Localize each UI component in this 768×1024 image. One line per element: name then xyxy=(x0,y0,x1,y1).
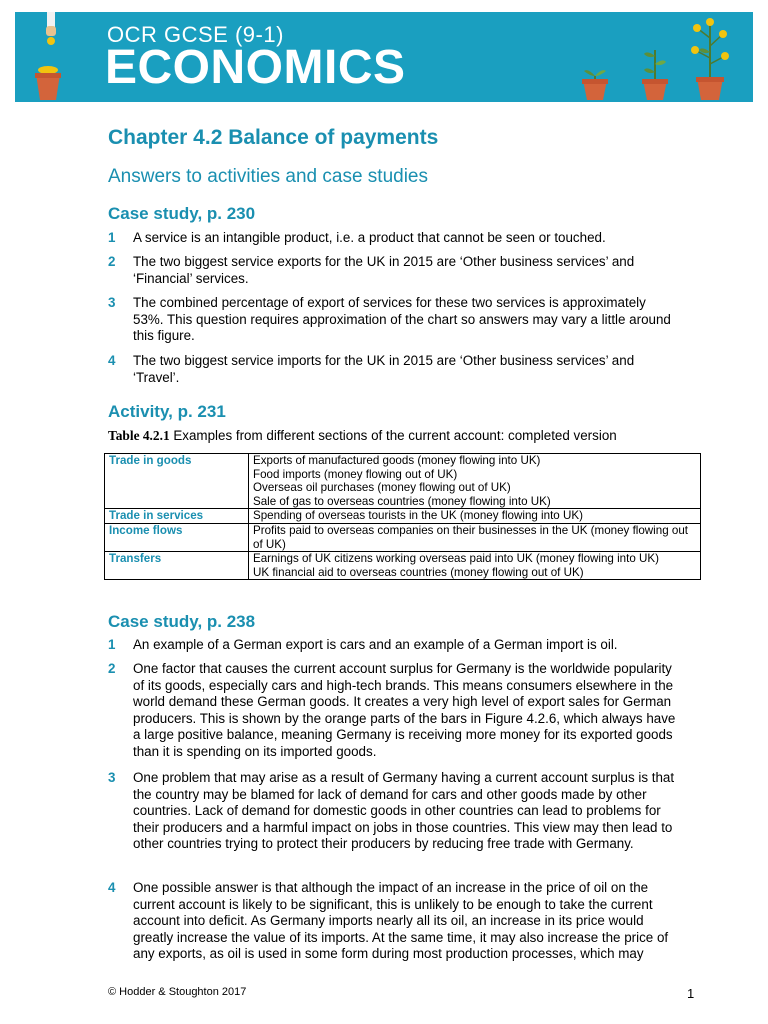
item-number: 4 xyxy=(108,880,116,895)
copyright-footer: © Hodder & Stoughton 2017 xyxy=(108,986,247,998)
row-key: Income flows xyxy=(105,523,249,551)
row-value: Overseas oil purchases (money flowing out of UK) xyxy=(253,481,511,495)
row-value: Profits paid to overseas companies on their businesses in the UK (money flowing out of UK) xyxy=(253,523,688,551)
item-text: One factor that causes the current account surplus for Germany is the worldwide popularity of its goods, especially cars and high-tech brands. This means consumers elsewhere in the world demand these German goods. It creates a very high level of export sales for German producers. This is shown by the orange parts of the bars in Figure 4.2.6, which always have a large positive balance, meaning Germany is receiving more money for its exported goods than it is spending on its imported goods. xyxy=(133,661,676,759)
table-label: Table 4.2.1 xyxy=(108,428,170,443)
seedling-pot-icon xyxy=(580,62,610,100)
page-subtitle: Answers to activities and case studies xyxy=(108,166,428,187)
table-caption-text: Examples from different sections of the current account: completed version xyxy=(169,428,617,443)
plant-pot-icon xyxy=(33,64,63,100)
row-values xyxy=(249,523,701,551)
table-row xyxy=(105,454,701,509)
row-values xyxy=(249,509,701,524)
item-text: A service is an intangible product, i.e. a product that cannot be seen or touched. xyxy=(133,230,606,245)
header-banner xyxy=(15,12,753,102)
chapter-title: Chapter 4.2 Balance of payments xyxy=(108,126,439,149)
item-text: The combined percentage of export of services for these two services is approximately 53%. This question requires approximation of the chart so answers may vary a little around this figure. xyxy=(133,295,671,344)
current-account-table xyxy=(104,453,701,580)
item-text: The two biggest service imports for the UK in 2015 are ‘Other business services’ and ‘Travel’. xyxy=(133,353,635,385)
table-caption xyxy=(108,428,617,444)
table-row xyxy=(105,509,701,524)
row-value: Spending of overseas tourists in the UK (money flowing into UK) xyxy=(253,509,583,523)
item-text: The two biggest service exports for the UK in 2015 are ‘Other business services’ and ‘Financial’ services. xyxy=(133,254,635,286)
row-values xyxy=(249,454,701,509)
page-number: 1 xyxy=(687,986,695,1001)
item-text: One possible answer is that although the impact of an increase in the price of oil on the current account is likely to be significant, this is unlikely to be enough to take the current account into deficit. As Germany imports nearly all its oil, an increase in its price would greatly increase the value of its imports. At the same time, it may also increase the price of any exports, as oil is used in some form during most production processes, which may xyxy=(133,880,669,962)
brand-title: ECONOMICS xyxy=(105,41,406,94)
table-row xyxy=(105,552,701,580)
section-heading-activity-231: Activity, p. 231 xyxy=(108,402,226,421)
row-key: Trade in services xyxy=(105,509,249,524)
row-value: Sale of gas to overseas countries (money flowing into UK) xyxy=(253,494,551,508)
item-number: 3 xyxy=(108,295,116,310)
section-heading-case-study-238: Case study, p. 238 xyxy=(108,612,256,631)
table-row xyxy=(105,523,701,551)
row-value: Earnings of UK citizens working overseas paid into UK (money flowing into UK) xyxy=(253,552,659,566)
sapling-pot-icon xyxy=(640,46,670,100)
item-number: 3 xyxy=(108,770,116,785)
section-heading-case-study-230: Case study, p. 230 xyxy=(108,204,256,223)
row-value: UK financial aid to overseas countries (money flowing out of UK) xyxy=(253,565,584,579)
money-tree-icon xyxy=(687,16,733,100)
item-text: One problem that may arise as a result of Germany having a current account surplus is that the country may be blamed for lack of demand for cars and other goods made by other countries. Lack of demand for domestic goods in other countries can lead to problems for their producers and a harmful impact on jobs in those countries. This view may then lead to other countries trying to protect their producers by reducing free trade with Germany. xyxy=(133,770,675,852)
item-number: 4 xyxy=(108,353,116,368)
row-value: Exports of manufactured goods (money flowing into UK) xyxy=(253,454,541,467)
item-text: An example of a German export is cars and an example of a German import is oil. xyxy=(133,637,618,652)
row-value: Food imports (money flowing out of UK) xyxy=(253,467,458,481)
item-number: 1 xyxy=(108,230,116,245)
row-values xyxy=(249,552,701,580)
coin-hand-icon xyxy=(41,12,61,46)
item-number: 2 xyxy=(108,254,116,269)
brand-line: OCR GCSE (9-1) xyxy=(107,22,284,47)
row-key: Trade in goods xyxy=(105,454,249,509)
row-key: Transfers xyxy=(105,552,249,580)
item-number: 2 xyxy=(108,661,116,676)
item-number: 1 xyxy=(108,637,116,652)
